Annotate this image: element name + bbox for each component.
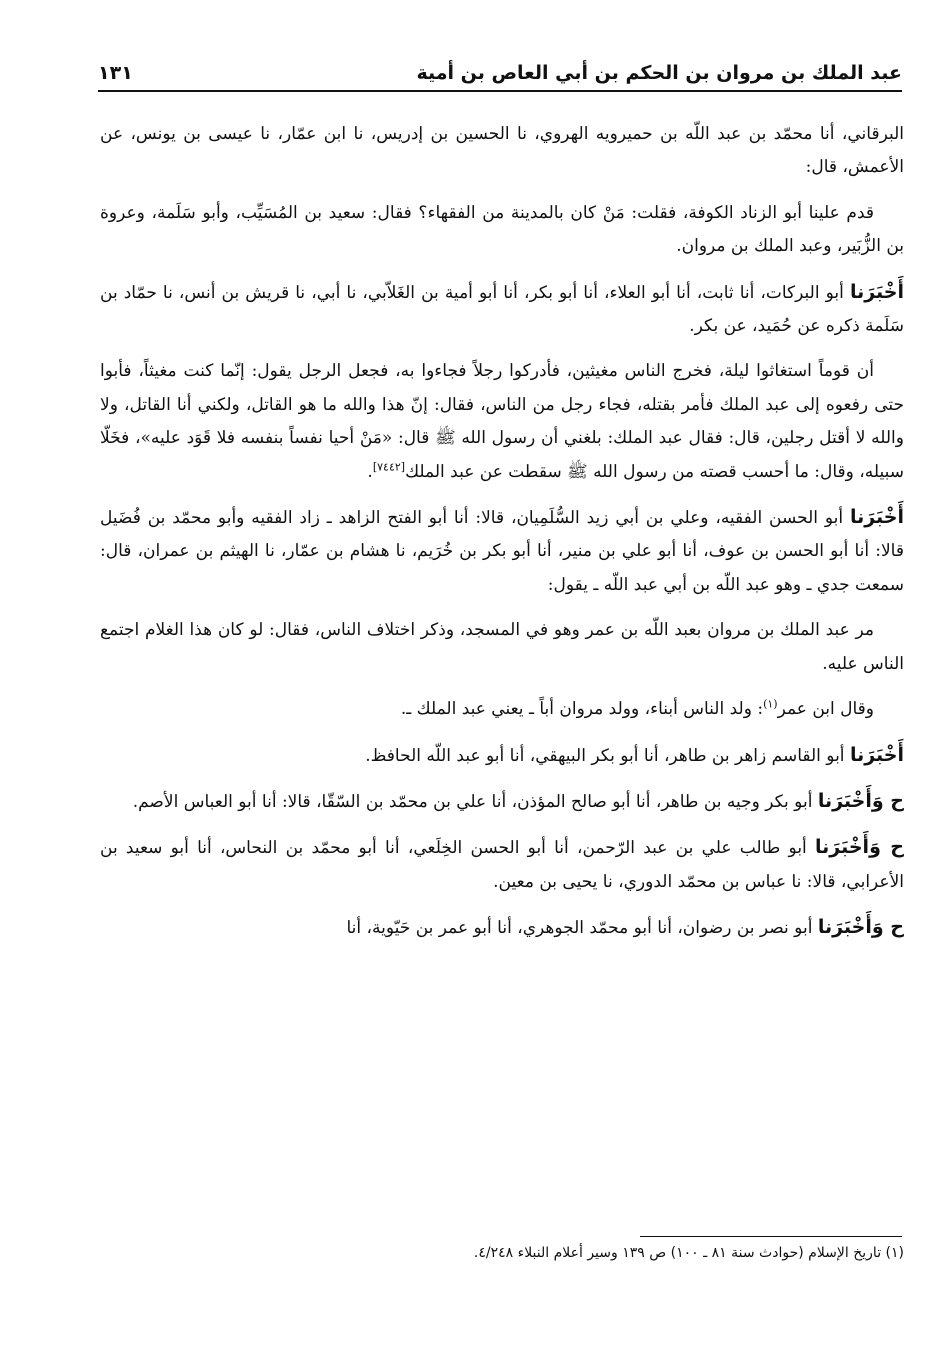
paragraph-text: أبو طالب علي بن عبد الرّحمن، أنا أبو الحسن الخِلَعي، أنا أبو محمّد بن النحاس، أنا أبو سعيد بن الأعرابي، قالا: نا عباس بن محمّد الدوري، نا يحيى بن معين.: [100, 838, 904, 892]
paragraph-text: أبو نصر بن رضوان، أنا أبو محمّد الجوهري، أنا أبو عمر بن حَيّوية، أنا: [346, 918, 818, 939]
paragraph-text: أبو بكر وجيه بن طاهر، أنا أبو صالح المؤذن، أنا علي بن محمّد بن السّقّا، قالا: أنا أبو العباس الأصم.: [132, 791, 818, 812]
paragraph-tail: : ولد الناس أبناء، وولد مروان أباً ـ يعني عبد الملك ـ.: [400, 699, 764, 720]
hadith-number: [٧٤٤٢]: [372, 460, 406, 473]
paragraph: [100, 197, 904, 264]
akhbarana-keyword: أَخْبَرَنا: [849, 506, 904, 529]
paragraph: [100, 911, 904, 945]
paragraph: [100, 614, 904, 681]
footnote-divider: [640, 1236, 902, 1237]
paragraph-text: وقال ابن عمر: [777, 699, 874, 720]
akhbarana-keyword: أَخْبَرَنا: [849, 743, 904, 766]
paragraph: [100, 831, 904, 899]
paragraph-text: أبو الحسن الفقيه، وعلي بن أبي زيد السُّلَمِيان، قالا: أنا أبو الفتح الزاهد ـ زاد الفقيه وأبو محمّد بن فُضَيل قالا: أنا أبو الحسن بن عوف، أنا أبو علي بن منير، أنا أبو بكر بن خُرَيم، نا هشام بن عمّار، نا الهيثم بن عمران، قال: سمعت جدي ـ وهو عبد اللّه بن أبي عبد اللّه ـ يقول:: [100, 508, 904, 595]
paragraph-text: البرقاني، أنا محمّد بن عبد اللّه بن حميرويه الهروي، نا الحسين بن إدريس، نا ابن عمّار، نا عيسى بن يونس، عن الأعمش، قال:: [100, 124, 904, 178]
footnote: (١) تاريخ الإسلام (حوادث سنة ٨١ ـ ١٠٠) ص ١٣٩ وسير أعلام النبلاء ٤/٢٤٨.: [473, 1245, 904, 1261]
page-number: ١٣١: [98, 62, 133, 84]
akhbarana-keyword: ح وَأَخْبَرَنا: [817, 916, 904, 939]
paragraph-text: قدم علينا أبو الزناد الكوفة، فقلت: مَنْ كان بالمدينة من الفقهاء؟ فقال: سعيد بن المُسَيِّب، وأبو سَلَمة، وعروة بن الزُّبَير، وعبد الملك بن مروان.: [100, 202, 904, 257]
paragraph: [100, 276, 904, 344]
akhbarana-keyword: أَخْبَرَنا: [849, 280, 904, 303]
paragraph: [100, 739, 904, 773]
header-title: عبد الملك بن مروان بن الحكم بن أبي العاص بن أمية: [416, 62, 902, 84]
akhbarana-keyword: ح وَأَخْبَرَنا: [815, 836, 905, 859]
paragraph-text: أبو البركات، أنا ثابت، أنا أبو العلاء، أنا أبو بكر، أنا أبو أمية بن الغَلاّبي، نا أبي، نا قريش بن أنس، نا حمّاد بن سَلَمة ذكره عن حُمَيد، عن بكر.: [100, 282, 904, 337]
main-text: [100, 118, 904, 958]
paragraph: [100, 355, 904, 489]
paragraph-tail: .: [367, 461, 373, 482]
paragraph: [100, 118, 904, 185]
paragraph-text: أبو القاسم زاهر بن طاهر، أنا أبو بكر البيهقي، أنا أبو عبد اللّه الحافظ.: [365, 745, 850, 766]
running-header: [98, 46, 902, 92]
akhbarana-keyword: ح وَأَخْبَرَنا: [817, 789, 904, 812]
paragraph: [100, 501, 904, 602]
paragraph-text: أن قوماً استغاثوا ليلة، فخرج الناس مغيثين، فأدركوا رجلاً فجاءوا به، فجعل الرجل يقول: إنّما كنت مغيثاً، فأبوا حتى رفعوه إلى عبد الملك فأمر بقتله، فجاء رجل من الناس، فقال: إنّ هذا والله ما هو القاتل، ولكني أنا القاتل، ولا والله لا أقتل رجلين، قال: فقال عبد الملك: بلغني أن رسول الله ﷺ قال: «مَنْ أحيا نفساً بنفسه فلا قَوَد عليه»، فخَلّا سبيله، وقال: ما أحسب قصته من رسول الله ﷺ سقطت عن عبد الملك: [100, 361, 905, 482]
paragraph-text: مر عبد الملك بن مروان بعبد اللّه بن عمر وهو في المسجد، وذكر اختلاف الناس، فقال: لو كان هذا الغلام اجتمع الناس عليه.: [100, 620, 904, 674]
paragraph: [100, 693, 904, 726]
paragraph: [100, 785, 904, 819]
footnote-marker: (١): [763, 697, 778, 711]
